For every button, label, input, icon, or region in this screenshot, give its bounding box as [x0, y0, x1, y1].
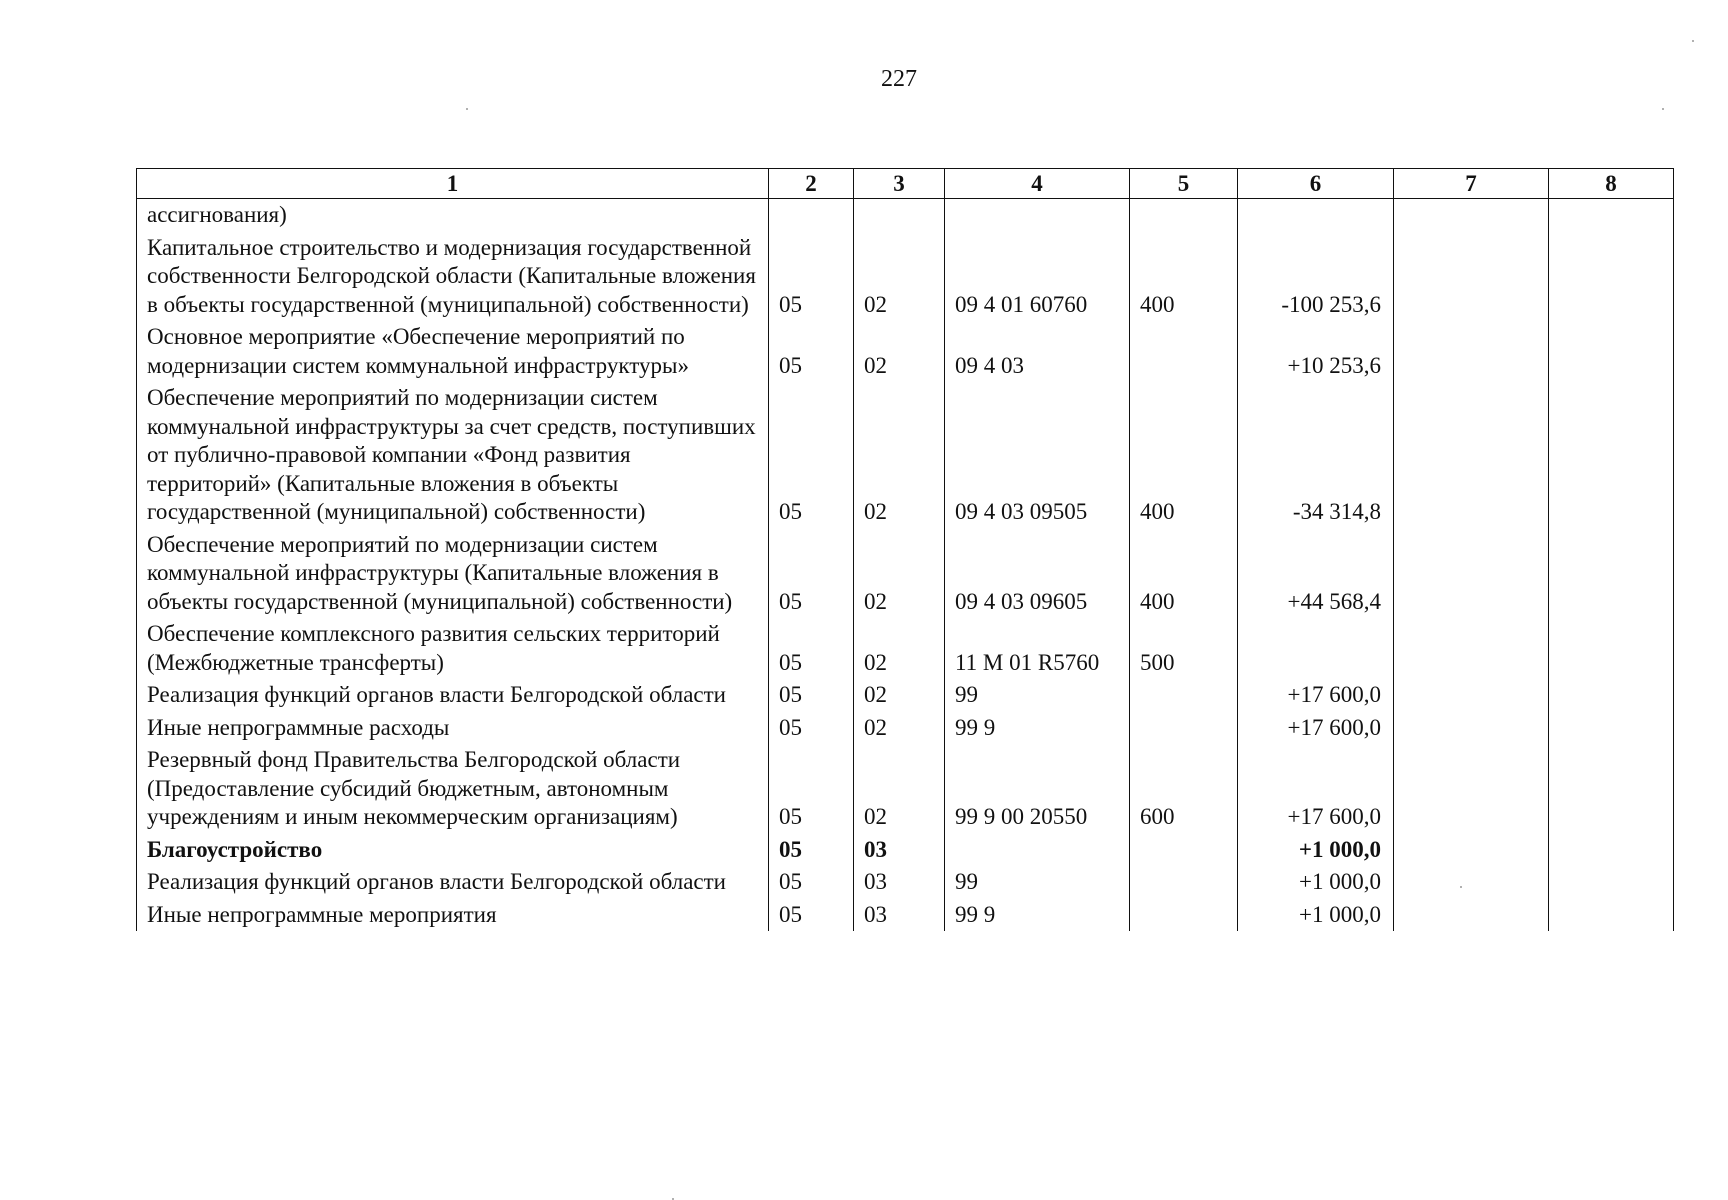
row-subsection: 02: [854, 232, 945, 322]
row-col-7: [1394, 321, 1549, 382]
table-row: [137, 744, 1674, 834]
table-header-row: [137, 169, 1674, 199]
row-col-7: [1394, 232, 1549, 322]
row-section: 05: [769, 744, 854, 834]
column-header-3: 3: [854, 169, 945, 199]
row-amount: +17 600,0: [1238, 744, 1394, 834]
row-col-8: [1549, 834, 1674, 867]
row-expense-type: 600: [1130, 744, 1238, 834]
table-row: [137, 712, 1674, 745]
row-amount: -100 253,6: [1238, 232, 1394, 322]
row-col-7: [1394, 529, 1549, 619]
row-col-7: [1394, 679, 1549, 712]
row-expense-type: [1130, 199, 1238, 232]
row-subsection: 02: [854, 679, 945, 712]
row-section: 05: [769, 232, 854, 322]
column-header-4: 4: [945, 169, 1130, 199]
row-section: 05: [769, 618, 854, 679]
row-description: ассигнования): [137, 199, 769, 232]
row-col-7: [1394, 744, 1549, 834]
row-description: Резервный фонд Правительства Белгородской области (Предоставление субсидий бюджетным, автономным учреждениям и иным некоммерческим организациям): [137, 744, 769, 834]
row-col-8: [1549, 199, 1674, 232]
page-number: 227: [881, 66, 917, 92]
row-amount: [1238, 199, 1394, 232]
row-subsection: 02: [854, 744, 945, 834]
row-col-8: [1549, 866, 1674, 899]
column-header-6: 6: [1238, 169, 1394, 199]
table-row: [137, 899, 1674, 932]
row-subsection: 02: [854, 618, 945, 679]
row-expense-type: [1130, 712, 1238, 745]
table-row: [137, 618, 1674, 679]
row-section: 05: [769, 712, 854, 745]
table-row: [137, 679, 1674, 712]
row-subsection: 02: [854, 529, 945, 619]
row-col-7: [1394, 618, 1549, 679]
row-col-8: [1549, 899, 1674, 932]
row-section: 05: [769, 382, 854, 529]
row-target-article: 11 М 01 R5760: [945, 618, 1130, 679]
row-target-article: [945, 199, 1130, 232]
table-row: [137, 834, 1674, 867]
row-section: 05: [769, 899, 854, 932]
row-expense-type: [1130, 899, 1238, 932]
row-description: Благоустройство: [137, 834, 769, 867]
row-expense-type: 400: [1130, 232, 1238, 322]
row-subsection: 02: [854, 321, 945, 382]
row-target-article: 99 9 00 20550: [945, 744, 1130, 834]
scan-speck: [466, 108, 468, 110]
row-subsection: [854, 199, 945, 232]
row-description: Обеспечение комплексного развития сельских территорий (Межбюджетные трансферты): [137, 618, 769, 679]
row-subsection: 03: [854, 899, 945, 932]
column-header-8: 8: [1549, 169, 1674, 199]
row-section: 05: [769, 834, 854, 867]
row-col-7: [1394, 899, 1549, 932]
row-col-8: [1549, 232, 1674, 322]
row-target-article: 99 9: [945, 712, 1130, 745]
row-subsection: 02: [854, 382, 945, 529]
row-expense-type: 500: [1130, 618, 1238, 679]
row-subsection: 03: [854, 834, 945, 867]
scan-speck: [1692, 40, 1694, 42]
table-body: [137, 199, 1674, 932]
row-col-7: [1394, 834, 1549, 867]
row-col-8: [1549, 744, 1674, 834]
column-header-5: 5: [1130, 169, 1238, 199]
row-amount: +1 000,0: [1238, 899, 1394, 932]
row-target-article: 09 4 03 09605: [945, 529, 1130, 619]
column-header-1: 1: [137, 169, 769, 199]
row-target-article: 99 9: [945, 899, 1130, 932]
row-expense-type: [1130, 866, 1238, 899]
row-col-8: [1549, 382, 1674, 529]
table-row: [137, 866, 1674, 899]
row-expense-type: [1130, 679, 1238, 712]
row-description: Реализация функций органов власти Белгородской области: [137, 679, 769, 712]
row-description: Иные непрограммные мероприятия: [137, 899, 769, 932]
row-amount: +1 000,0: [1238, 866, 1394, 899]
row-col-7: [1394, 866, 1549, 899]
table-row: [137, 321, 1674, 382]
row-section: 05: [769, 679, 854, 712]
row-section: 05: [769, 866, 854, 899]
row-expense-type: 400: [1130, 382, 1238, 529]
row-amount: +17 600,0: [1238, 712, 1394, 745]
row-description: Реализация функций органов власти Белгородской области: [137, 866, 769, 899]
row-amount: +10 253,6: [1238, 321, 1394, 382]
row-col-7: [1394, 712, 1549, 745]
row-subsection: 02: [854, 712, 945, 745]
row-col-8: [1549, 712, 1674, 745]
row-target-article: 09 4 03: [945, 321, 1130, 382]
row-section: 05: [769, 529, 854, 619]
row-col-8: [1549, 321, 1674, 382]
column-header-7: 7: [1394, 169, 1549, 199]
row-col-7: [1394, 382, 1549, 529]
row-col-8: [1549, 679, 1674, 712]
row-section: 05: [769, 321, 854, 382]
row-description: Капитальное строительство и модернизация государственной собственности Белгородской области (Капитальные вложения в объекты государственной (муниципальной) собственности): [137, 232, 769, 322]
row-target-article: 09 4 01 60760: [945, 232, 1130, 322]
row-amount: -34 314,8: [1238, 382, 1394, 529]
table-row: [137, 232, 1674, 322]
row-expense-type: [1130, 321, 1238, 382]
row-expense-type: [1130, 834, 1238, 867]
row-col-7: [1394, 199, 1549, 232]
budget-table: [136, 168, 1674, 931]
row-col-8: [1549, 618, 1674, 679]
column-header-2: 2: [769, 169, 854, 199]
row-target-article: 09 4 03 09505: [945, 382, 1130, 529]
row-description: Обеспечение мероприятий по модернизации систем коммунальной инфраструктуры (Капитальные вложения в объекты государственной (муниципальной) собственности): [137, 529, 769, 619]
row-description: Основное мероприятие «Обеспечение мероприятий по модернизации систем коммунальной инфраструктуры»: [137, 321, 769, 382]
row-expense-type: 400: [1130, 529, 1238, 619]
row-col-8: [1549, 529, 1674, 619]
row-description: Обеспечение мероприятий по модернизации систем коммунальной инфраструктуры за счет средств, поступивших от публично-правовой компании «Фонд развития территорий» (Капитальные вложения в объекты государственной (муниципальной) собственности): [137, 382, 769, 529]
row-amount: +1 000,0: [1238, 834, 1394, 867]
row-target-article: [945, 834, 1130, 867]
row-subsection: 03: [854, 866, 945, 899]
row-target-article: 99: [945, 866, 1130, 899]
row-amount: +44 568,4: [1238, 529, 1394, 619]
row-amount: [1238, 618, 1394, 679]
table-row: [137, 529, 1674, 619]
table-row: [137, 382, 1674, 529]
row-section: [769, 199, 854, 232]
row-target-article: 99: [945, 679, 1130, 712]
scan-speck: [1662, 108, 1664, 110]
table-row: [137, 199, 1674, 232]
row-description: Иные непрограммные расходы: [137, 712, 769, 745]
row-amount: +17 600,0: [1238, 679, 1394, 712]
